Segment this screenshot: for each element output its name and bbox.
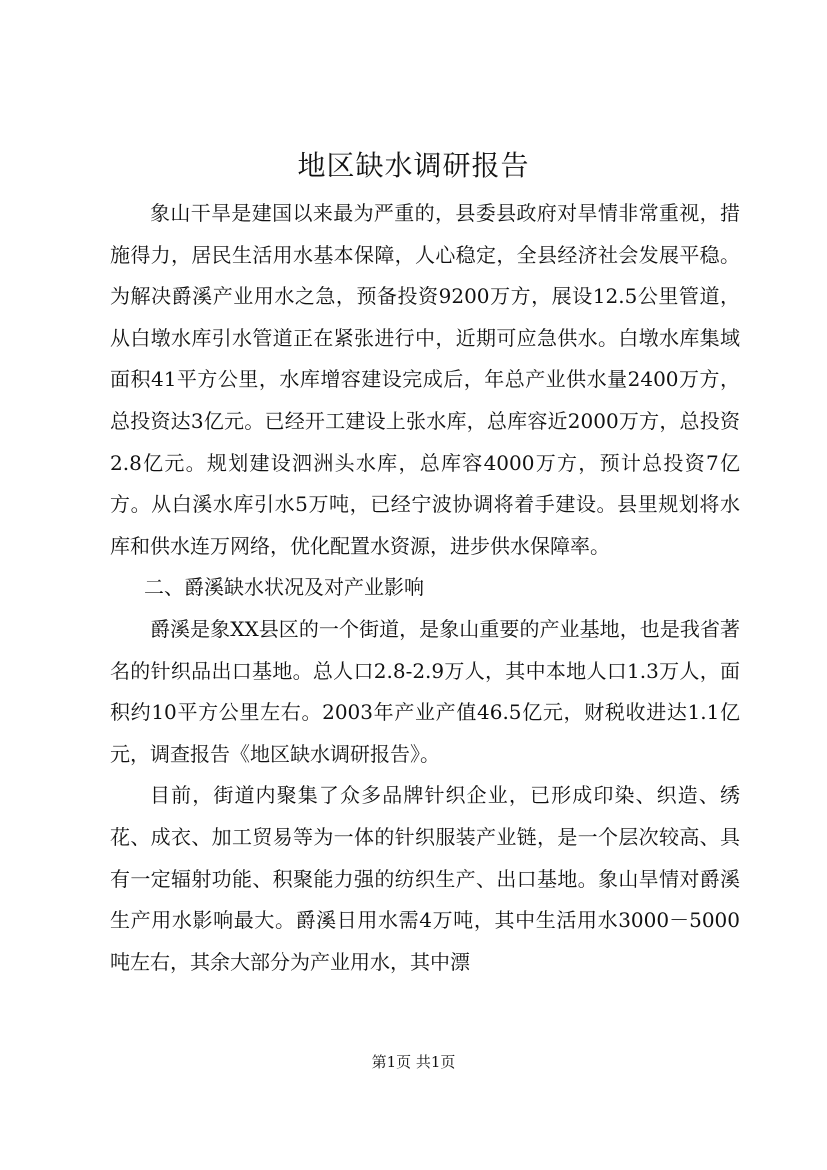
paragraph-industry-chain: 目前，街道内聚集了众多品牌针织企业，已形成印染、织造、绣花、成衣、加工贸易等为一体的针织服装产业链，是一个层次较高、具有一定辐射功能、积聚能力强的纺织生产、出口基地。象山旱情对爵溪生产用水影响最大。爵溪日用水需4万吨，其中生活用水3000－5000吨左右，其余大部分为产业用水，其中漂 xyxy=(110,783,740,974)
section-heading: 二、爵溪缺水状况及对产业影响 xyxy=(144,575,424,600)
page-title: 地区缺水调研报告 xyxy=(297,149,530,182)
paragraph-intro: 象山干旱是建国以来最为严重的，县委县政府对旱情非常重视，措施得力，居民生活用水基本保障，人心稳定，全县经济社会发展平稳。为解决爵溪产业用水之急，预备投资9200万方，展设12.5公里管道，从白墩水库引水管道正在紧张进行中，近期可应急供水。白墩水库集域面积41平方公里，水库增容建设完成后，年总产业供水量2400万方，总投资达3亿元。已经开工建设上张水库，总库容近2000万方，总投资2.8亿元。规划建设泗洲头水库，总库容4000万方，预计总投资7亿方。从白溪水库引水5万吨，已经宁波协调将着手建设。县里规划将水库和供水连万网络，优化配置水资源，进步供水保障率。 xyxy=(110,201,740,558)
document-body xyxy=(110,193,740,983)
paragraph-jiexi-overview: 爵溪是象XX县区的一个街道，是象山重要的产业基地，也是我省著名的针织品出口基地。总人口2.8-2.9万人，其中本地人口1.3万人，面积约10平方公里左右。2003年产业产值46.5亿元，财税收进达1.1亿元，调查报告《地区缺水调研报告》。 xyxy=(110,616,740,766)
page-footer: 第1页 共1页 xyxy=(371,1053,456,1071)
